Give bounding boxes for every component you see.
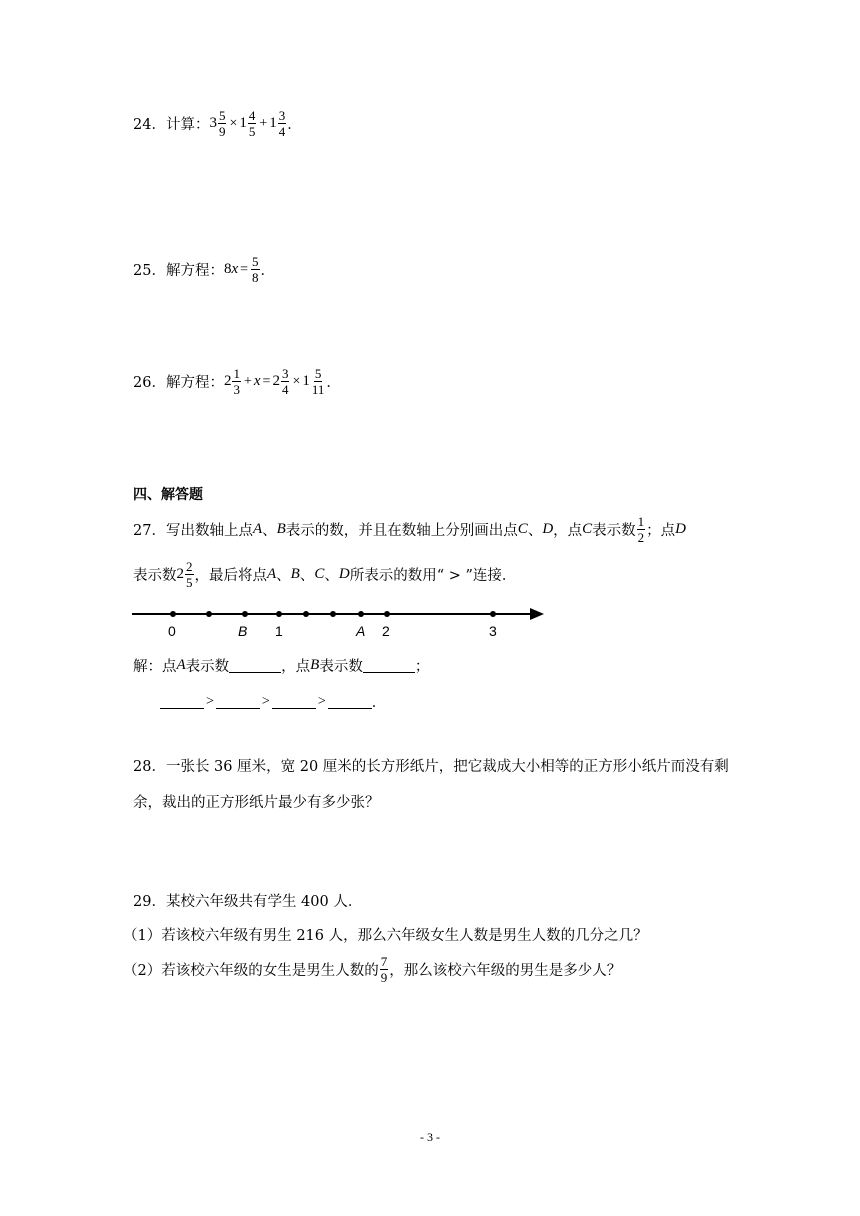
q24-end: ． [287,117,302,133]
section-heading: 四、解答题 [133,487,203,503]
q24-times: × [229,115,238,131]
number-line-arrow [530,608,544,620]
question-29-line-1: 29．某校六年级共有学生 400 人． [133,894,363,910]
compare-blank-4[interactable] [328,694,372,709]
tick-dot [303,611,309,617]
q26-label: 26．解方程： [133,375,224,391]
q26-whole-2: 2 [272,373,280,389]
tick-dot [206,611,212,617]
q25-end: ． [260,263,276,279]
tick-dot [276,611,282,617]
question-27-answer: 解：点 A 表示数 ，点 B 表示数 ； [133,657,430,675]
q24-whole-3: 1 [269,115,277,131]
question-28-line-1: 28．一张长 36 厘米，宽 20 厘米的长方形纸片，把它裁成大小相等的正方形小纸片而没有剩 [133,759,729,775]
q27-fraction-mixed: $\frac{2}{5}$ [186,559,193,590]
answer-blank-A[interactable] [229,658,281,673]
q24-fraction-3: $\frac{3}{4}$ [278,108,286,139]
question-24 [133,108,302,139]
axis-label-0: 0 [168,623,176,639]
question-27-line-2: 表示数 2 $\frac{2}{5}$ ，最后将点 A 、 B 、 C 、 D 所表示的数用“ > ”连接． [133,559,517,590]
question-27-comparison: > > > ． [160,691,386,712]
question-29-sub-2: （2）若该校六年级的女生是男生人数的 $\frac{7}{9}$ ，那么该校六年级的男生是多少人？ [123,954,622,985]
tick-dot [384,611,390,617]
q24-whole-1: 3 [209,115,217,131]
q26-times: × [292,373,301,389]
q24-whole-2: 1 [239,115,247,131]
compare-blank-1[interactable] [160,694,204,709]
q26-whole-3: 1 [302,373,310,389]
compare-blank-3[interactable] [272,694,316,709]
question-29-sub-1: （1）若该校六年级有男生 216 人，那么六年级女生人数是男生人数的几分之几？ [123,928,648,944]
q29-fraction: $\frac{7}{9}$ [380,954,388,985]
q26-whole-1: 2 [223,373,232,389]
q25-fraction: $\frac{5}{8}$ [252,254,259,285]
q25-var: x [231,261,239,277]
q24-label: 24．计算： [133,117,210,133]
question-28-line-2: 余，裁出的正方形纸片最少有多少张？ [133,795,380,811]
axis-label-1: 1 [275,623,283,639]
q26-fraction-1: $\frac{1}{3}$ [233,366,240,397]
tick-dot [242,611,248,617]
q24-plus: + [259,115,268,131]
q25-label: 25．解方程： [133,263,224,279]
q26-end: ． [326,375,341,391]
q26-equals: = [262,373,271,389]
tick-dot [358,611,364,617]
page-number: - 3 - [420,1130,440,1144]
q24-fraction-1: $\frac{5}{9}$ [218,108,226,139]
q24-fraction-2: $\frac{4}{5}$ [248,108,256,139]
axis-label-3: 3 [489,623,497,639]
axis-label-A: A [356,623,366,639]
q26-fraction-3: $\frac{5}{11}$ [311,366,325,397]
question-26 [133,366,341,397]
q27-fraction-half: $\frac{1}{2}$ [637,514,645,545]
axis-label-2: 2 [382,623,390,639]
tick-dot [170,611,176,617]
tick-dot [330,611,336,617]
q26-plus: + [243,373,252,389]
q26-fraction-2: $\frac{3}{4}$ [281,366,289,397]
answer-blank-B[interactable] [363,658,415,673]
question-25 [133,254,275,285]
compare-blank-2[interactable] [216,694,260,709]
q25-coef: 8 [223,261,232,277]
question-27-line-1: 27．写出数轴上点 A 、 B 表示的数，并且在数轴上分别画出点 C 、 D ，点 C 表示数 $\frac{1}{2}$ ；点 D [133,514,687,545]
q25-equals: = [240,261,249,277]
tick-dot [490,611,496,617]
number-line-figure [130,600,550,640]
axis-label-B: B [238,623,248,639]
q26-var: x [253,373,261,389]
